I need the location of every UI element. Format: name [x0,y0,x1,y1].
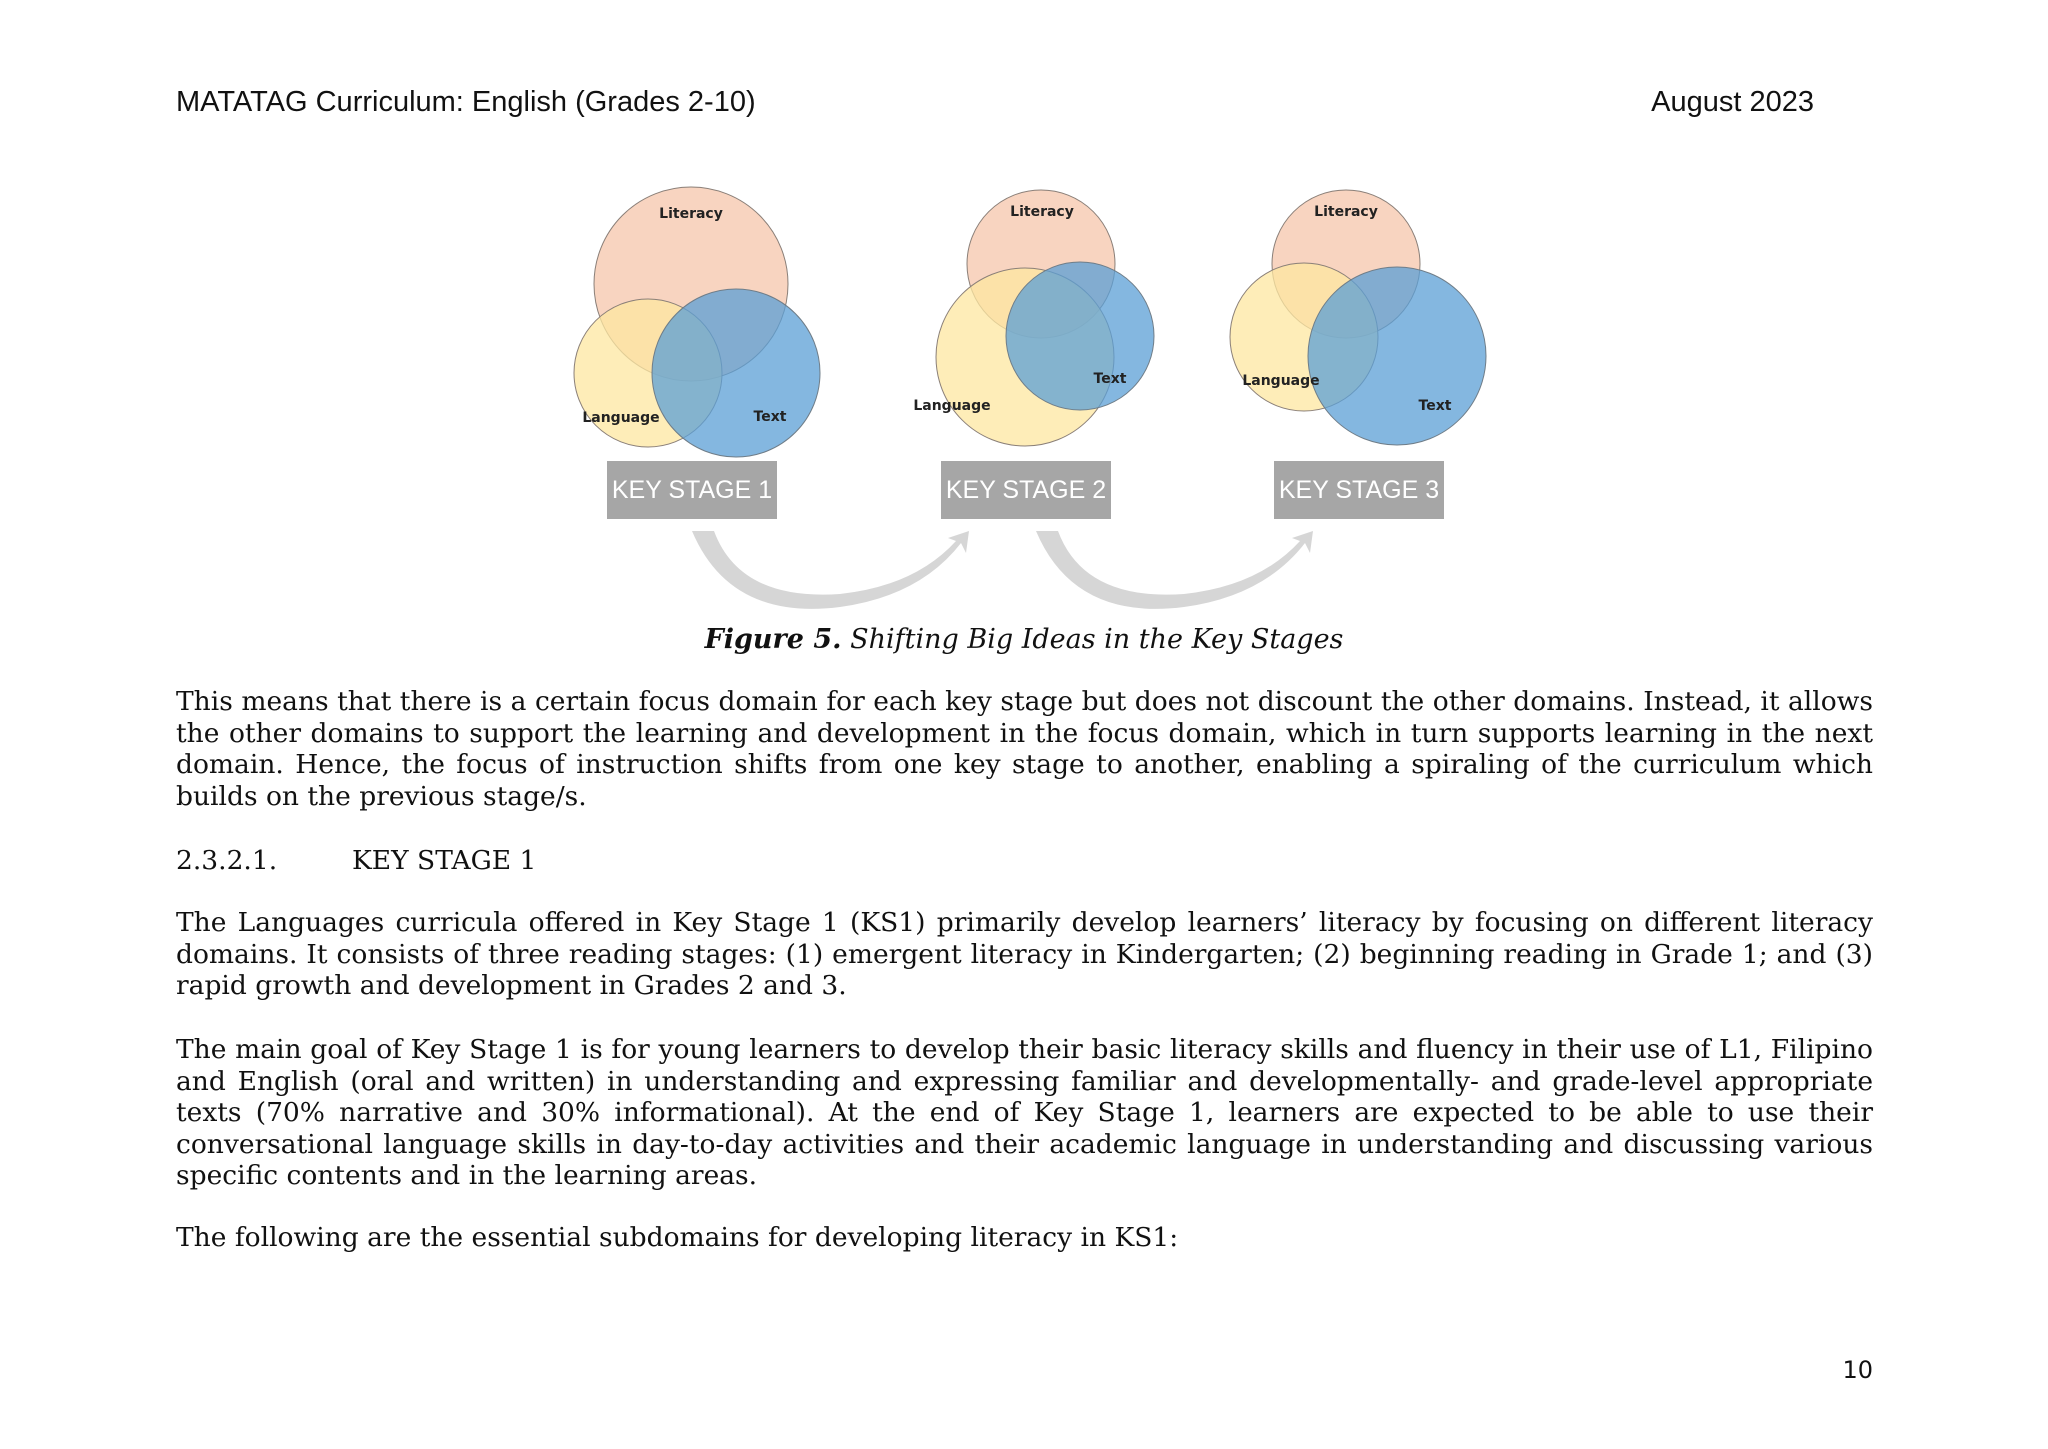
shift-arrow-1 [692,531,969,609]
paragraph-ks1-goal: The main goal of Key Stage 1 is for young learners to develop their basic literacy skills and fluency in their use of L1, Filipino and English (oral and written) in understanding and expressing familiar and developmentally- and grade-level appropriate texts (70% narrative and 30% informational). At the end of Key Stage 1, learners are expected to be able to use their conversational language skills in day-to-day activities and their academic language in understanding and discussing various specific contents and in the learning areas. [176,1034,1873,1191]
ks1-text-circle [652,289,820,457]
figure-caption-label: Figure 5. [704,624,842,655]
ks1-text-label: Text [753,409,787,425]
ks2-stage-label: KEY STAGE 2 [945,476,1107,504]
page-number: 10 [1842,1356,1873,1384]
section-number: 2.3.2.1. [176,845,278,876]
venn-key-stage-1 [574,187,820,519]
ks2-literacy-label: Literacy [1010,204,1074,220]
paragraph-ks1-subdomains-intro: The following are the essential subdomains for developing literacy in KS1: [176,1222,1179,1253]
venn-key-stage-2 [913,190,1154,519]
ks2-text-label: Text [1093,371,1127,387]
ks2-text-circle [1006,262,1154,410]
venn-key-stage-3 [1230,190,1486,519]
ks1-literacy-label: Literacy [659,206,723,222]
document-header-date: August 2023 [1651,86,1814,118]
section-title: KEY STAGE 1 [352,845,537,876]
document-header-title: MATATAG Curriculum: English (Grades 2-10) [176,86,756,118]
figure-caption [0,624,2048,655]
key-stages-figure [540,176,1520,616]
key-stages-diagram [540,176,1520,616]
section-heading [176,845,536,876]
ks3-text-circle [1308,267,1486,445]
shift-arrow-2 [1036,531,1313,609]
ks2-language-label: Language [913,398,991,414]
ks1-language-label: Language [582,410,660,426]
ks3-stage-label: KEY STAGE 3 [1278,476,1440,504]
ks3-text-label: Text [1418,398,1452,414]
figure-caption-text: Shifting Big Ideas in the Key Stages [841,624,1344,655]
paragraph-focus-domain: This means that there is a certain focus domain for each key stage but does not discount the other domains. Instead, it allows the other domains to support the learning and development in the focus domain, which in turn supports learning in the next domain. Hence, the focus of instruction shifts from one key stage to another, enabling a spiraling of the curriculum which builds on the previous stage/s. [176,686,1873,812]
paragraph-ks1-overview: The Languages curricula offered in Key Stage 1 (KS1) primarily develop learners’ literacy by focusing on different literacy domains. It consists of three reading stages: (1) emergent literacy in Kindergarten; (2) beginning reading in Grade 1; and (3) rapid growth and development in Grades 2 and 3. [176,907,1873,1001]
ks3-literacy-label: Literacy [1314,204,1378,220]
ks1-stage-label: KEY STAGE 1 [611,476,773,504]
ks3-language-label: Language [1242,373,1320,389]
